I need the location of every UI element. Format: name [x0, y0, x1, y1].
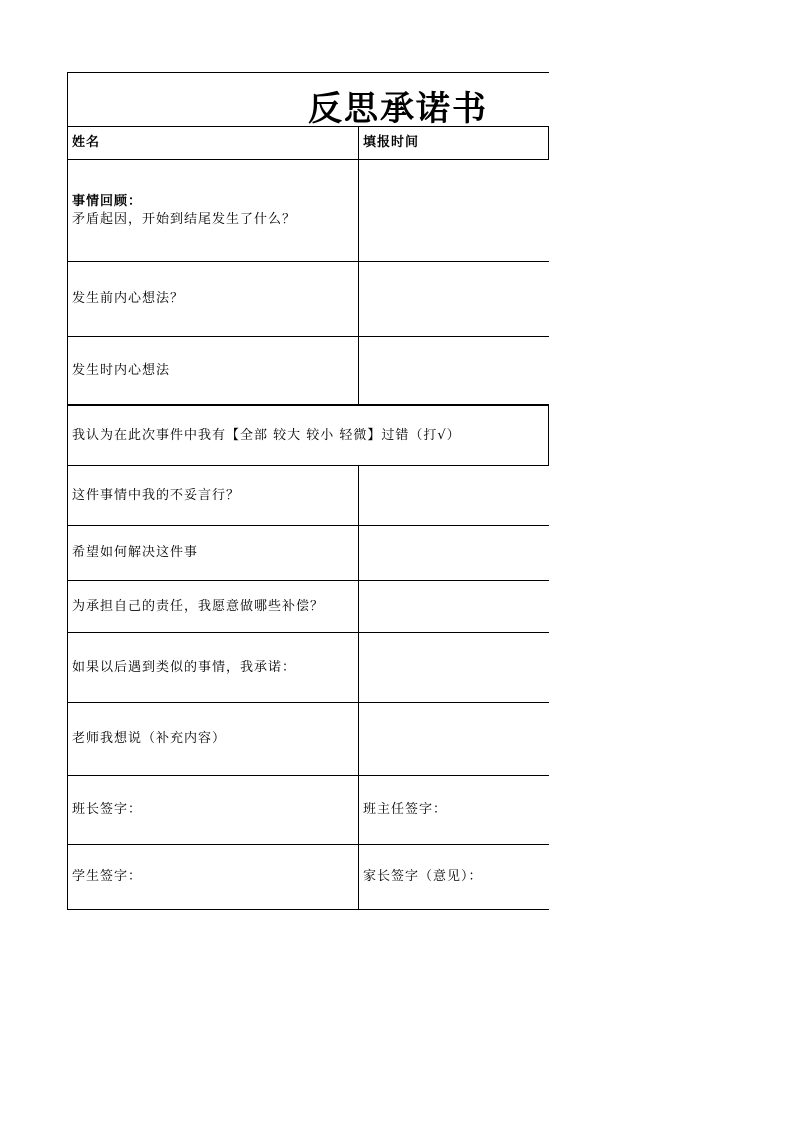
compensation-row: [67, 581, 549, 633]
form-title: 反思承诺书: [308, 89, 488, 129]
improper-words-label: 这件事情中我的不妥言行？: [67, 466, 358, 526]
review-heading: 事情回顾：: [72, 193, 143, 209]
during-thoughts-answer-cell[interactable]: [358, 337, 549, 405]
supplement-answer-cell[interactable]: [358, 703, 549, 776]
review-cell: [67, 160, 358, 262]
improper-words-row: [67, 466, 549, 526]
form-title-cell: [67, 72, 549, 127]
before-thoughts-row: [67, 262, 549, 337]
name-date-row: [67, 127, 549, 160]
before-thoughts-answer-cell[interactable]: [358, 262, 549, 337]
monitor-signature[interactable]: 班长签字：: [67, 776, 358, 845]
head-teacher-signature[interactable]: 班主任签字：: [358, 776, 549, 845]
promise-row: [67, 633, 549, 703]
name-label: 姓名: [67, 127, 358, 160]
promise-label: 如果以后遇到类似的事情，我承诺：: [67, 633, 358, 703]
review-row: [67, 160, 549, 262]
promise-answer-cell[interactable]: [358, 633, 549, 703]
supplement-label: 老师我想说（补充内容）: [67, 703, 358, 776]
during-thoughts-row: [67, 337, 549, 405]
supplement-row: [67, 703, 549, 776]
resolution-answer-cell[interactable]: [358, 526, 549, 581]
before-thoughts-label: 发生前内心想法？: [67, 262, 358, 337]
resolution-label: 希望如何解决这件事: [67, 526, 358, 581]
compensation-label: 为承担自己的责任，我愿意做哪些补偿？: [67, 581, 358, 633]
parent-signature[interactable]: 家长签字（意见）：: [358, 845, 549, 910]
date-label: 填报时间: [358, 127, 549, 160]
review-question: 矛盾起因，开始到结尾发生了什么？: [72, 211, 297, 227]
improper-words-answer-cell[interactable]: [358, 466, 549, 526]
resolution-row: [67, 526, 549, 581]
compensation-answer-cell[interactable]: [358, 581, 549, 633]
student-signature[interactable]: 学生签字：: [67, 845, 358, 910]
during-thoughts-label: 发生时内心想法: [67, 337, 358, 405]
fault-statement-row: [67, 405, 549, 466]
review-answer-cell[interactable]: [358, 160, 549, 262]
signature-row-1: [67, 776, 549, 845]
signature-row-2: [67, 845, 549, 910]
fault-statement[interactable]: 我认为在此次事件中我有【全部 较大 较小 轻微】过错（打√）: [67, 405, 549, 466]
